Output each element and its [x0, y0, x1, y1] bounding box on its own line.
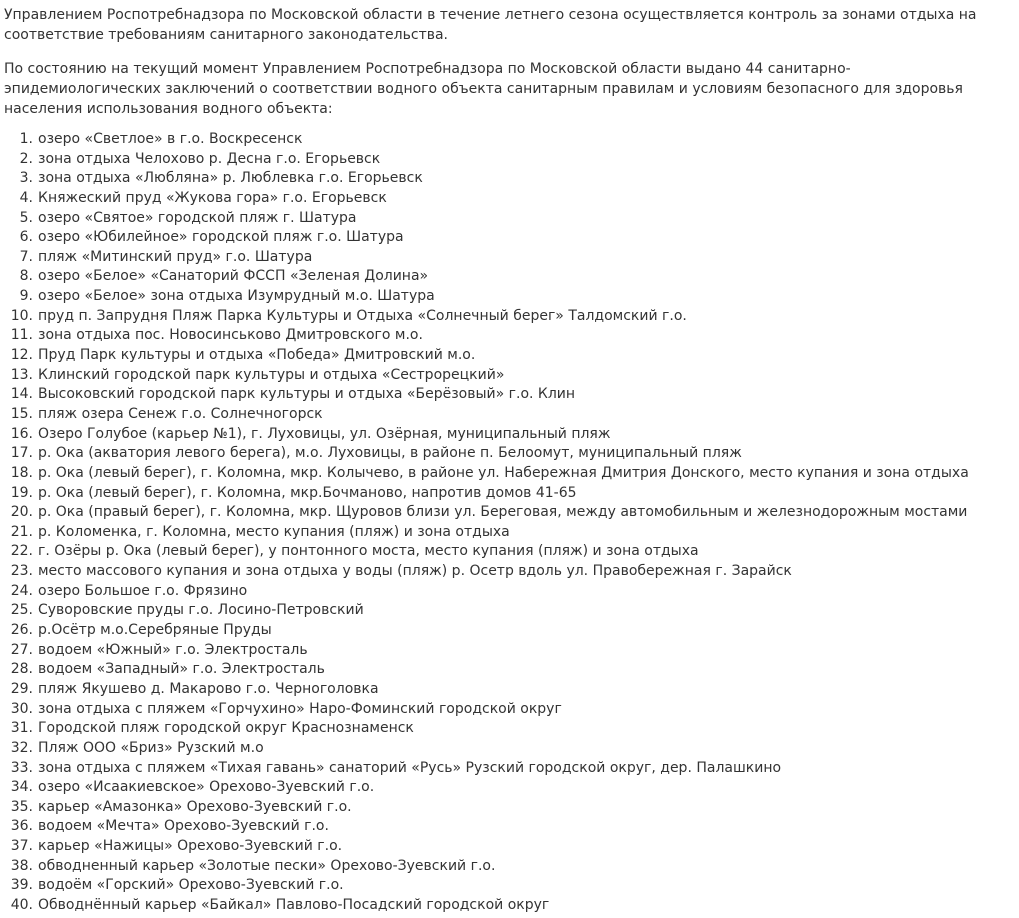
list-item-text: место массового купания и зона отдыха у воды (пляж) р. Осетр вдоль ул. Правобережная г. Зарайск	[38, 563, 792, 580]
list-item-number: 29.	[10, 680, 33, 697]
intro-paragraph-1: Управлением Роспотребнадзора по Московской области в течение летнего сезона осуществляется контроль за зонами отдыха на соответствие требованиям санитарного законодательства.	[4, 7, 977, 43]
list-item-number: 3.	[19, 170, 33, 187]
list-item-text: пляж Якушево д. Макарово г.о. Черноголовка	[38, 680, 379, 697]
list-item-text: зона отдыха с пляжем «Тихая гавань» санаторий «Русь» Рузский городской округ, дер. Палашкино	[38, 759, 782, 776]
list-item-text: пляж «Митинский пруд» г.о. Шатура	[38, 248, 313, 265]
list-item-text: обводненный карьер «Золотые пески» Орехово-Зуевский г.о.	[38, 857, 496, 874]
list-item-number: 16.	[10, 425, 33, 442]
list-item-text: озеро «Белое» зона отдыха Изумрудный м.о. Шатура	[38, 288, 435, 305]
list-item-number: 24.	[10, 582, 33, 599]
list-item	[4, 582, 1019, 602]
list-item-number: 20.	[10, 504, 33, 521]
list-item-text: озеро Большое г.о. Фрязино	[38, 582, 248, 599]
list-item-text: карьер «Нажицы» Орехово-Зуевский г.о.	[38, 838, 343, 855]
list-item-text: р. Ока (левый берег), г. Коломна, мкр.Бочманово, напротив домов 41-65	[38, 484, 577, 501]
list-item-text: озеро «Юбилейное» городской пляж г.о. Шатура	[38, 229, 404, 246]
list-item-text: водоем «Западный» г.о. Электросталь	[38, 661, 325, 678]
list-item-number: 21.	[10, 523, 33, 540]
list-item-text: г. Озёры р. Ока (левый берег), у понтонного моста, место купания (пляж) и зона отдыха	[38, 543, 699, 560]
list-item	[4, 503, 1019, 523]
list-item	[4, 660, 1019, 680]
list-item-number: 2.	[19, 150, 33, 167]
list-item	[4, 837, 1019, 857]
list-item-number: 4.	[19, 189, 33, 206]
list-item-text: озеро «Белое» «Санаторий ФССП «Зеленая Долина»	[38, 268, 429, 285]
list-item	[4, 130, 1019, 150]
list-item	[4, 523, 1019, 543]
list-item-text: р. Коломенка, г. Коломна, место купания (пляж) и зона отдыха	[38, 523, 510, 540]
list-item-number: 15.	[10, 405, 33, 422]
list-item-number: 34.	[10, 779, 33, 796]
list-item-number: 27.	[10, 641, 33, 658]
list-item	[4, 798, 1019, 818]
list-item	[4, 189, 1019, 209]
list-item-text: пляж озера Сенеж г.о. Солнечногорск	[38, 405, 323, 422]
list-item	[4, 366, 1019, 386]
list-item	[4, 778, 1019, 798]
list-item-number: 1.	[19, 131, 33, 147]
list-item-number: 11.	[10, 327, 33, 344]
list-item-text: р. Ока (левый берег), г. Коломна, мкр. Колычево, в районе ул. Набережная Дмитрия Донского, место купания и зона отдыха	[38, 464, 969, 481]
list-item	[4, 209, 1019, 229]
list-item	[4, 425, 1019, 445]
list-item	[4, 700, 1019, 720]
list-item	[4, 405, 1019, 425]
list-item-number: 35.	[10, 798, 33, 815]
list-item-number: 10.	[10, 307, 33, 324]
list-item	[4, 287, 1019, 307]
list-item	[4, 307, 1019, 327]
list-item	[4, 641, 1019, 661]
list-item-text: зона отдыха с пляжем «Горчухино» Наро-Фоминский городской округ	[38, 700, 562, 717]
list-item-number: 13.	[10, 366, 33, 383]
list-item-number: 19.	[10, 484, 33, 501]
list-item-text: карьер «Амазонка» Орехово-Зуевский г.о.	[38, 798, 352, 815]
list-item-text: Клинский городской парк культуры и отдыха «Сестрорецкий»	[38, 366, 505, 383]
list-item-text: р. Ока (акватория левого берега), м.о. Луховицы, в районе п. Белоомут, муниципальный пляж	[38, 445, 742, 462]
list-item-text: Княжеский пруд «Жукова гора» г.о. Егорьевск	[38, 189, 387, 206]
list-item-number: 32.	[10, 739, 33, 756]
list-item	[4, 385, 1019, 405]
list-item-number: 6.	[19, 229, 33, 246]
list-item-text: озеро «Исаакиевское» Орехово-Зуевский г.о.	[38, 779, 375, 796]
list-item	[4, 817, 1019, 837]
list-item-number: 36.	[10, 818, 33, 835]
list-item-text: зона отдыха «Любляна» р. Люблевка г.о. Егорьевск	[38, 170, 423, 187]
list-item-number: 18.	[10, 464, 33, 481]
list-item-number: 38.	[10, 857, 33, 874]
list-item-text: пруд п. Запрудня Пляж Парка Культуры и Отдыха «Солнечный берег» Талдомский г.о.	[38, 307, 687, 324]
list-item	[4, 464, 1019, 484]
list-item-text: Озеро Голубое (карьер №1), г. Луховицы, ул. Озёрная, муниципальный пляж	[38, 425, 611, 442]
list-item-number: 12.	[10, 347, 33, 364]
list-item-text: р.Осётр м.о.Серебряные Пруды	[38, 622, 272, 639]
list-item-text: зона отдыха Челохово р. Десна г.о. Егорьевск	[38, 150, 381, 167]
list-item-number: 22.	[10, 543, 33, 560]
list-item-number: 7.	[19, 248, 33, 265]
list-item-number: 14.	[10, 386, 33, 403]
list-item	[4, 759, 1019, 779]
list-item-text: водоем «Мечта» Орехово-Зуевский г.о.	[38, 818, 329, 835]
list-item-text: Городской пляж городской округ Краснознаменск	[38, 720, 414, 737]
list-item-text: Высоковский городской парк культуры и отдыха «Берёзовый» г.о. Клин	[38, 386, 576, 403]
list-item	[4, 542, 1019, 562]
list-item	[4, 248, 1019, 268]
list-item-number: 9.	[19, 288, 33, 305]
list-item-text: Пляж ООО «Бриз» Рузский м.о	[38, 739, 264, 756]
list-item-number: 25.	[10, 602, 33, 619]
list-item	[4, 680, 1019, 700]
list-item-number: 5.	[19, 209, 33, 226]
list-item	[4, 601, 1019, 621]
list-item-number: 30.	[10, 700, 33, 717]
list-item-text: зона отдыха пос. Новосинськово Дмитровского м.о.	[38, 327, 423, 344]
list-item	[4, 484, 1019, 504]
list-item	[4, 857, 1019, 877]
list-item-number: 26.	[10, 622, 33, 639]
list-item-number: 37.	[10, 838, 33, 855]
list-item-number: 31.	[10, 720, 33, 737]
water-objects-list	[4, 130, 1019, 916]
list-item	[4, 621, 1019, 641]
list-item	[4, 562, 1019, 582]
list-item-number: 39.	[10, 877, 33, 894]
list-item	[4, 326, 1019, 346]
list-item-text: Пруд Парк культуры и отдыха «Победа» Дмитровский м.о.	[38, 347, 476, 364]
intro-paragraph-2: По состоянию на текущий момент Управлением Роспотребнадзора по Московской области выдано 44 санитарно-эпидемиологических заключений о соответствии водного объекта санитарным правилам и условиям безопасного для здоровья населения использования водного объекта:	[4, 61, 963, 117]
list-item	[4, 346, 1019, 366]
list-item-text: озеро «Святое» городской пляж г. Шатура	[38, 209, 357, 226]
list-item	[4, 228, 1019, 248]
list-item	[4, 444, 1019, 464]
list-item-number: 33.	[10, 759, 33, 776]
list-item-number: 28.	[10, 661, 33, 678]
list-item-number: 40.	[10, 896, 33, 913]
list-item	[4, 150, 1019, 170]
list-item	[4, 896, 1019, 916]
list-item-text: озеро «Светлое» в г.о. Воскресенск	[38, 131, 303, 147]
list-item-text: Суворовские пруды г.о. Лосино-Петровский	[38, 602, 364, 619]
list-item-number: 17.	[10, 445, 33, 462]
list-item-text: водоем «Южный» г.о. Электросталь	[38, 641, 308, 658]
list-item	[4, 876, 1019, 896]
list-item-text: водоём «Горский» Орехово-Зуевский г.о.	[38, 877, 344, 894]
list-item	[4, 719, 1019, 739]
list-item	[4, 169, 1019, 189]
list-item	[4, 739, 1019, 759]
list-item-text: р. Ока (правый берег), г. Коломна, мкр. Щуровов близи ул. Береговая, между автомобильным и железнодорожным мостами	[38, 504, 968, 521]
list-item-text: Обводнённый карьер «Байкал» Павлово-Посадский городской округ	[38, 896, 550, 913]
list-item-number: 23.	[10, 563, 33, 580]
list-item-number: 8.	[19, 268, 33, 285]
list-item	[4, 267, 1019, 287]
